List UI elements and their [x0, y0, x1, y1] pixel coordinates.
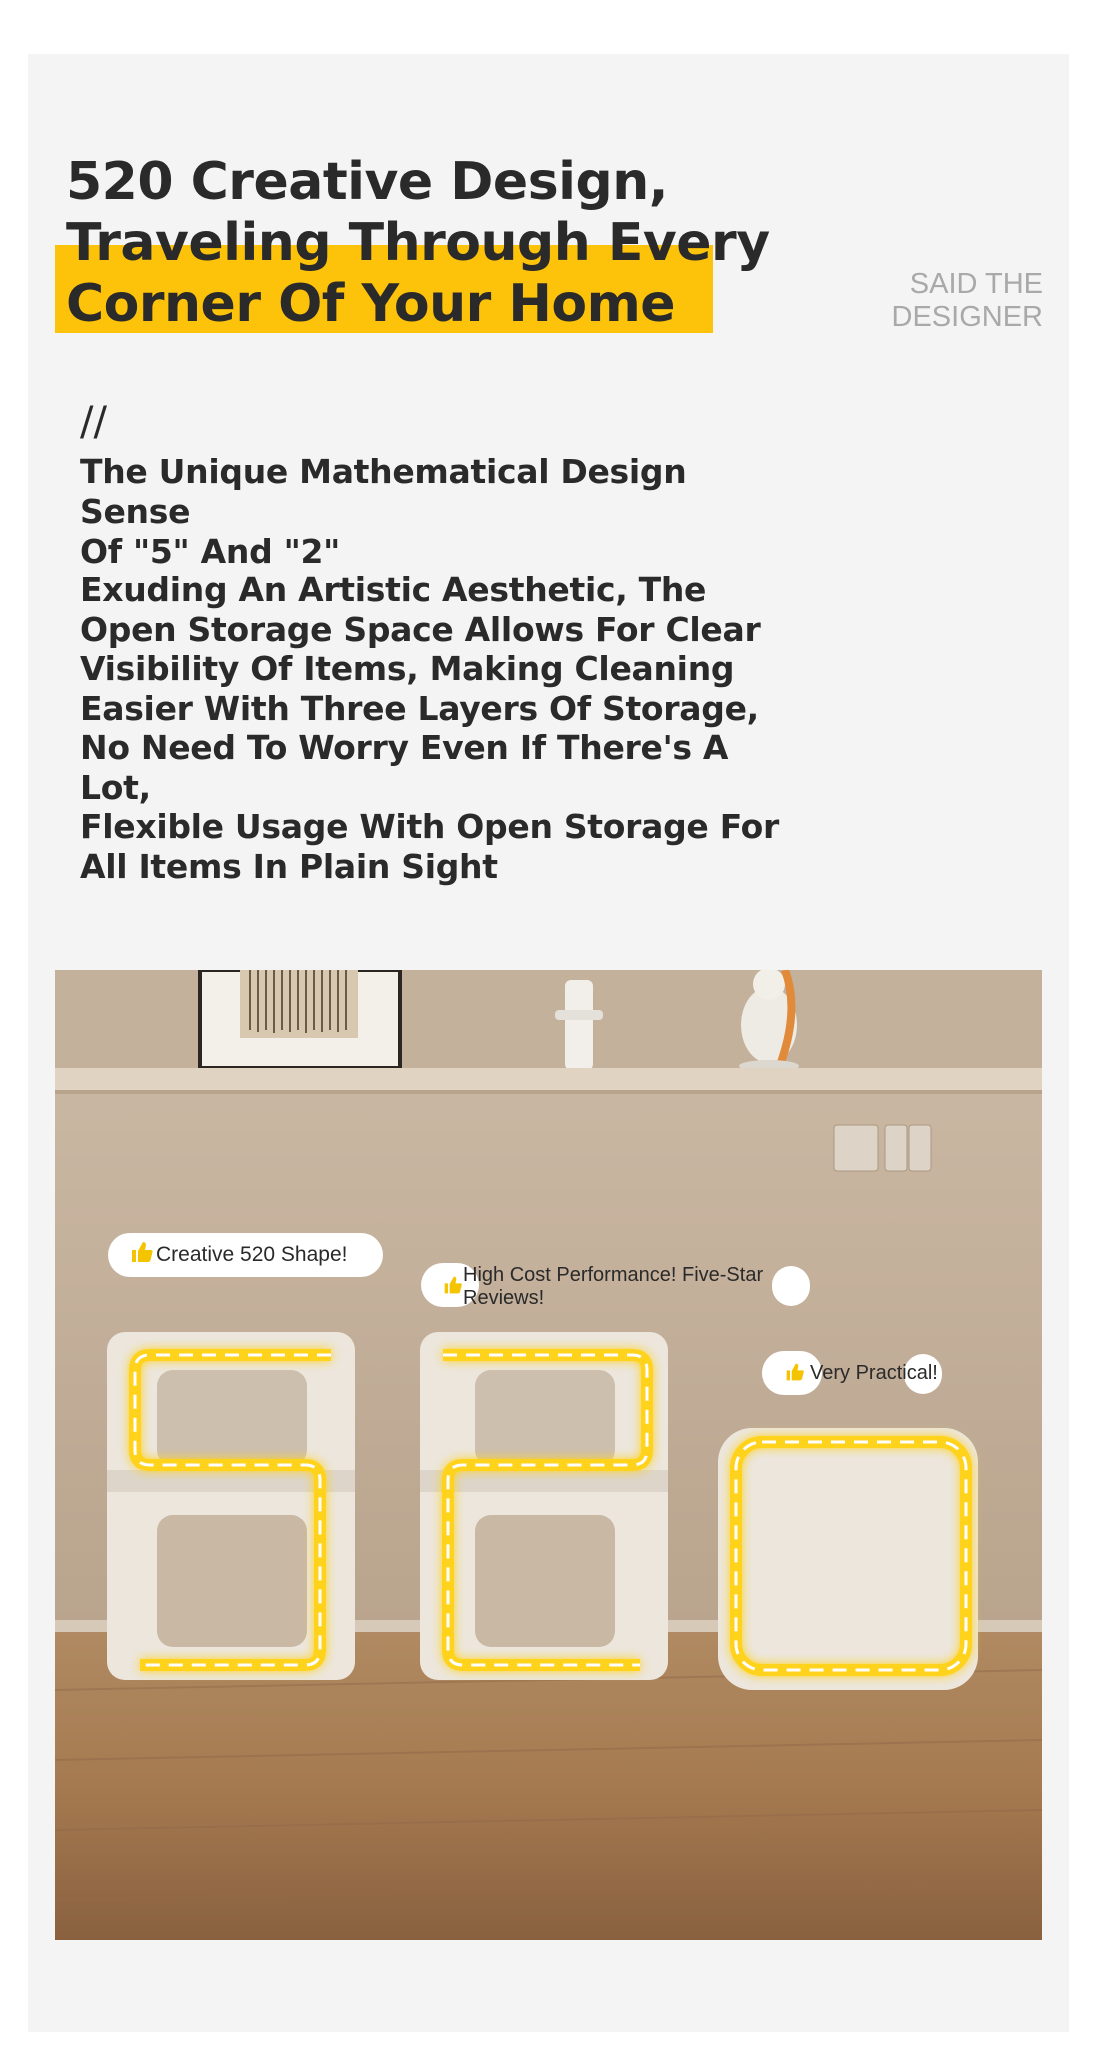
description-line: Exuding An Artistic Aesthetic, The: [80, 570, 707, 609]
bubble-text: Creative 520 Shape!: [156, 1243, 348, 1266]
bubble-text-practical: Very Practical!: [810, 1362, 938, 1384]
subtitle-line: The Unique Mathematical Design Sense: [80, 452, 687, 531]
thumbs-up-icon: [785, 1362, 805, 1387]
description-line: Open Storage Space Allows For Clear: [80, 609, 761, 649]
title-line: Traveling Through Every: [66, 213, 770, 273]
product-photo: [55, 970, 1042, 1940]
thumbs-up-icon: [443, 1275, 463, 1300]
said-line: SAID THE: [909, 268, 1043, 300]
feature-bubble-creative: [108, 1233, 383, 1277]
section-subtitle: [80, 452, 780, 572]
description-text: [80, 570, 780, 886]
title-line: Corner Of Your Home: [66, 274, 676, 334]
subtitle-line: Of "5" And "2": [80, 532, 341, 571]
description-line: No Need To Worry Even If There's A Lot,: [80, 728, 729, 807]
description-line: Flexible Usage With Open Storage For: [80, 807, 779, 846]
thumbs-up-icon: [130, 1240, 154, 1270]
description-line: Easier With Three Layers Of Storage,: [80, 688, 759, 728]
said-the-designer-label: [892, 268, 1043, 334]
page-title: [66, 152, 786, 335]
title-line: 520 Creative Design,: [66, 152, 668, 212]
bubble-text-cost: High Cost Performance! Five-Star Reviews!: [463, 1264, 764, 1309]
description-line: All Items In Plain Sight: [80, 846, 498, 886]
slashes-mark: //: [80, 399, 107, 445]
description-line: Visibility Of Items, Making Cleaning: [80, 649, 735, 688]
said-line: DESIGNER: [891, 301, 1043, 333]
